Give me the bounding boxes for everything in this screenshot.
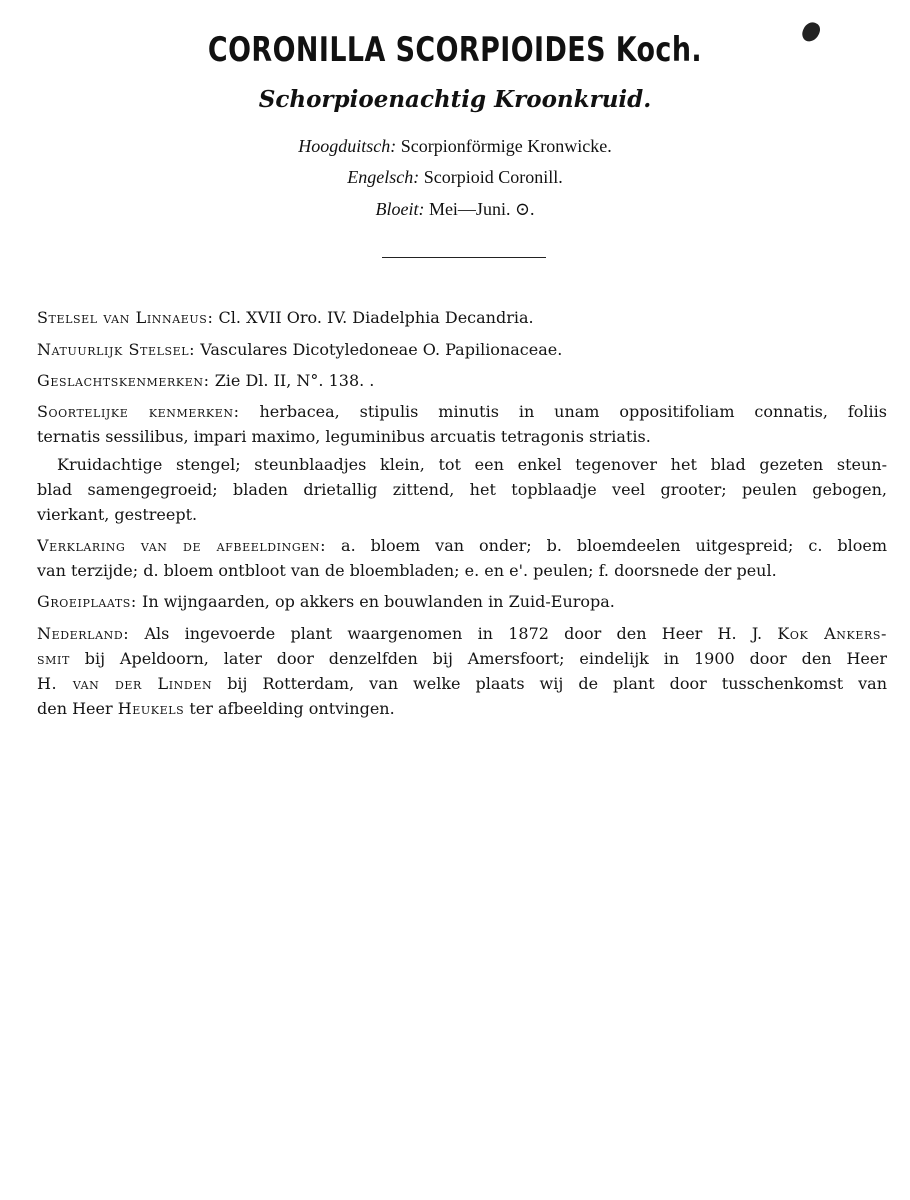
verklaring-line1: a. bloem van onder; b. bloemdeelen uitgespreid; c. bloem	[341, 536, 887, 555]
groei-value: In wijngaarden, op akkers en bouwlanden in Zuid-Europa.	[142, 592, 615, 611]
bloom-value: Mei—Juni. ⊙.	[428, 199, 535, 219]
stelsel-paragraph	[37, 305, 887, 330]
page-title: CORONILLA SCORPIOIDES Koch.	[207, 30, 703, 70]
german-value: Scorpionförmige Kronwicke.	[400, 136, 612, 156]
natuurlijk-value: Vasculares Dicotyledoneae O. Papilionaceae.	[200, 340, 563, 359]
nederland-label: Nederland:	[37, 624, 130, 643]
verklaring-label: Verklaring van de afbeeldingen:	[37, 536, 327, 555]
german-name-line	[0, 136, 910, 157]
english-label: Engelsch:	[347, 167, 420, 187]
english-name-line	[0, 167, 910, 188]
kruid-line2: blad samengegroeid; bladen drietallig zittend, het topblaadje veel grooter; peulen gebogen,	[37, 480, 887, 499]
kruid-paragraph	[37, 452, 887, 527]
verklaring-line2: van terzijde; d. bloem ontbloot van de bloembladen; e. en e'. peulen; f. doorsnede der peul.	[37, 561, 777, 580]
natuurlijk-label: Natuurlijk Stelsel:	[37, 340, 196, 359]
nederland-name2: H. van der Linden	[37, 674, 213, 693]
nederland-line4b: ter afbeelding ontvingen.	[189, 699, 395, 718]
english-value: Scorpioid Coronill.	[423, 167, 563, 187]
nederland-line1a: Als ingevoerde plant waargenomen in 1872 door den Heer H. J.	[144, 624, 763, 643]
geslacht-label: Geslachtskenmerken:	[37, 371, 210, 390]
verklaring-paragraph	[37, 533, 887, 583]
kruid-line1: Kruidachtige stengel; steunblaadjes klein, tot een enkel tegenover het blad gezeten steun-	[57, 455, 887, 474]
soort-line1: herbacea, stipulis minutis in unam oppositifoliam connatis, foliis	[259, 402, 887, 421]
soort-label: Soortelijke kenmerken:	[37, 402, 240, 421]
nederland-line4a: den Heer	[37, 699, 113, 718]
bloom-line	[0, 199, 910, 220]
nederland-name1a: Kok Ankers-	[777, 624, 887, 643]
soort-line2: ternatis sessilibus, impari maximo, leguminibus arcuatis tetragonis striatis.	[37, 427, 651, 446]
nederland-line2: bij Apeldoorn, later door denzelfden bij Amersfoort; eindelijk in 1900 door den Heer	[84, 649, 887, 668]
soort-paragraph	[37, 399, 887, 449]
natuurlijk-paragraph	[37, 337, 887, 362]
nederland-line3: bij Rotterdam, van welke plaats wij de plant door tusschenkomst van	[227, 674, 887, 693]
kruid-line3: vierkant, gestreept.	[37, 505, 198, 524]
nederland-name3: Heukels	[117, 699, 185, 718]
groei-paragraph	[37, 589, 887, 614]
geslacht-value: Zie Dl. II, N°. 138. .	[214, 371, 375, 390]
german-label: Hoogduitsch:	[298, 136, 397, 156]
page-subtitle: Schorpioenachtig Kroonkruid.	[258, 86, 652, 113]
divider-rule	[382, 257, 546, 258]
stelsel-label: Stelsel van Linnaeus:	[37, 308, 214, 327]
geslacht-paragraph	[37, 368, 887, 393]
nederland-name1b: smit	[37, 649, 70, 668]
nederland-paragraph	[37, 621, 887, 721]
groei-label: Groeiplaats:	[37, 592, 137, 611]
stelsel-value: Cl. XVII Oro. IV. Diadelphia Decandria.	[218, 308, 534, 327]
bloom-label: Bloeit:	[375, 199, 425, 219]
